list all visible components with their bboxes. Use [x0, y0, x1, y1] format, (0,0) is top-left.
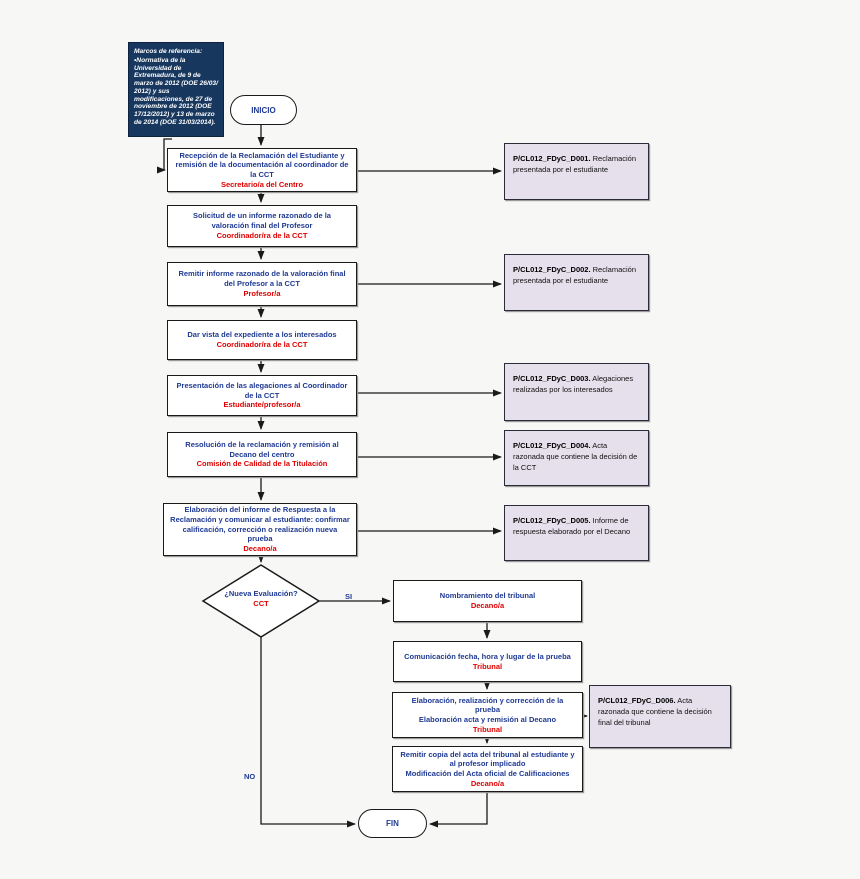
step-title: Recepción de la Reclamación del Estudiante y remisión de la documentación al coordinador de la CCT: [175, 150, 349, 179]
step-role: Comisión de Calidad de la Titulación: [196, 459, 328, 469]
step-role: Tribunal: [472, 724, 503, 734]
step-box-5: [167, 375, 357, 416]
step-box-6: [167, 432, 357, 477]
step-title: Solicitud de un informe razonado de la valoración final del Profesor: [193, 211, 331, 231]
step-role: Estudiante/profesor/a: [223, 400, 301, 410]
document-desc: Acta razonada que contiene la decisión final del tribunal: [598, 696, 712, 727]
yes-edge-label: SI: [345, 592, 353, 601]
step-role: Decano/a: [470, 601, 505, 610]
end-terminal: [358, 809, 427, 838]
step-title: Elaboración, realización y corrección de la prueba: [411, 695, 564, 715]
end-label: FIN: [386, 819, 399, 828]
reference-body: •Normativa de la Universidad de Extremadura, de 9 de marzo de 2012 (DOE 26/03/ 2012) y sus modificaciones, de 27 de noviembre de 2012 (DOE 17/12/2012) y 13 de marzo de 2014 (DOE 31/03/2014).: [134, 56, 218, 126]
document-desc: Acta razonada que contiene la decisión de la CCT: [513, 441, 638, 472]
start-label: INICIO: [251, 105, 276, 115]
document-code: P/CL012_FDyC_D006.: [598, 696, 676, 705]
step-title-2: Modificación del Acta oficial de Calificaciones: [405, 769, 570, 778]
decision-label: [198, 589, 324, 609]
step-role: Secretario/a del Centro: [220, 179, 304, 189]
step-box-2: [167, 205, 357, 247]
document-code: P/CL012_FDyC_D002.: [513, 265, 591, 274]
document-code: P/CL012_FDyC_D003.: [513, 374, 591, 383]
document-box-2: [504, 254, 649, 311]
step-role: Tribunal: [472, 661, 503, 671]
step-title: Resolución de la reclamación y remisión al Decano del centro: [185, 439, 339, 459]
branch-box-3: [392, 692, 583, 738]
document-code: P/CL012_FDyC_D005.: [513, 516, 591, 525]
step-role: Coordinador/ra de la CCT: [216, 230, 308, 240]
document-code: P/CL012_FDyC_D001.: [513, 154, 591, 163]
decision-question: ¿Nueva Evaluación?: [224, 589, 298, 598]
no-edge-label: NO: [244, 772, 256, 781]
step-role: Profesor/a: [243, 288, 281, 298]
step-box-4: [167, 320, 357, 360]
reference-box: [128, 42, 224, 137]
step-role: Decano/a: [243, 544, 277, 554]
document-box-4: [504, 430, 649, 486]
step-title-2: Elaboración acta y remisión al Decano: [418, 715, 557, 724]
step-role: Decano/a: [470, 778, 505, 788]
branch-box-1: [393, 580, 582, 622]
step-title: Presentación de las alegaciones al Coordinador de la CCT: [176, 380, 348, 400]
document-box-1: [504, 143, 649, 200]
document-box-6: [589, 685, 731, 748]
document-box-5: [504, 505, 649, 561]
step-title: Elaboración del informe de Respuesta a la Reclamación y comunicar al estudiante: confirmar calificación, corrección o realización nueva prueba: [170, 505, 350, 544]
start-terminal: [230, 95, 297, 125]
document-desc: Reclamación presentada por el estudiante: [513, 154, 636, 174]
document-desc: Informe de respuesta elaborado por el Decano: [513, 516, 631, 536]
edge-branch4-end: [430, 792, 487, 824]
step-title: Comunicación fecha, hora y lugar de la prueba: [404, 651, 571, 661]
document-code: P/CL012_FDyC_D004.: [513, 441, 591, 450]
decision-role: CCT: [253, 598, 269, 608]
step-title: Nombramiento del tribunal: [439, 591, 536, 601]
step-title: Dar vista del expediente a los interesados: [187, 330, 337, 340]
document-box-3: [504, 363, 649, 421]
branch-box-2: [393, 641, 582, 682]
reference-title: Marcos de referencia:: [134, 48, 203, 55]
step-role: Coordinador/ra de la CCT: [216, 340, 308, 349]
step-box-3: [167, 262, 357, 306]
document-desc: Alegaciones realizadas por los interesados: [513, 374, 634, 394]
document-desc: Reclamación presentada por el estudiante: [513, 265, 636, 285]
step-box-1: [167, 148, 357, 192]
step-title: Remitir copia del acta del tribunal al estudiante y al profesor implicado: [400, 749, 575, 769]
branch-box-4: [392, 746, 583, 792]
edge-decision-no-end: [261, 637, 355, 824]
step-box-7: [163, 503, 357, 556]
step-title: Remitir informe razonado de la valoración final del Profesor a la CCT: [178, 269, 346, 289]
